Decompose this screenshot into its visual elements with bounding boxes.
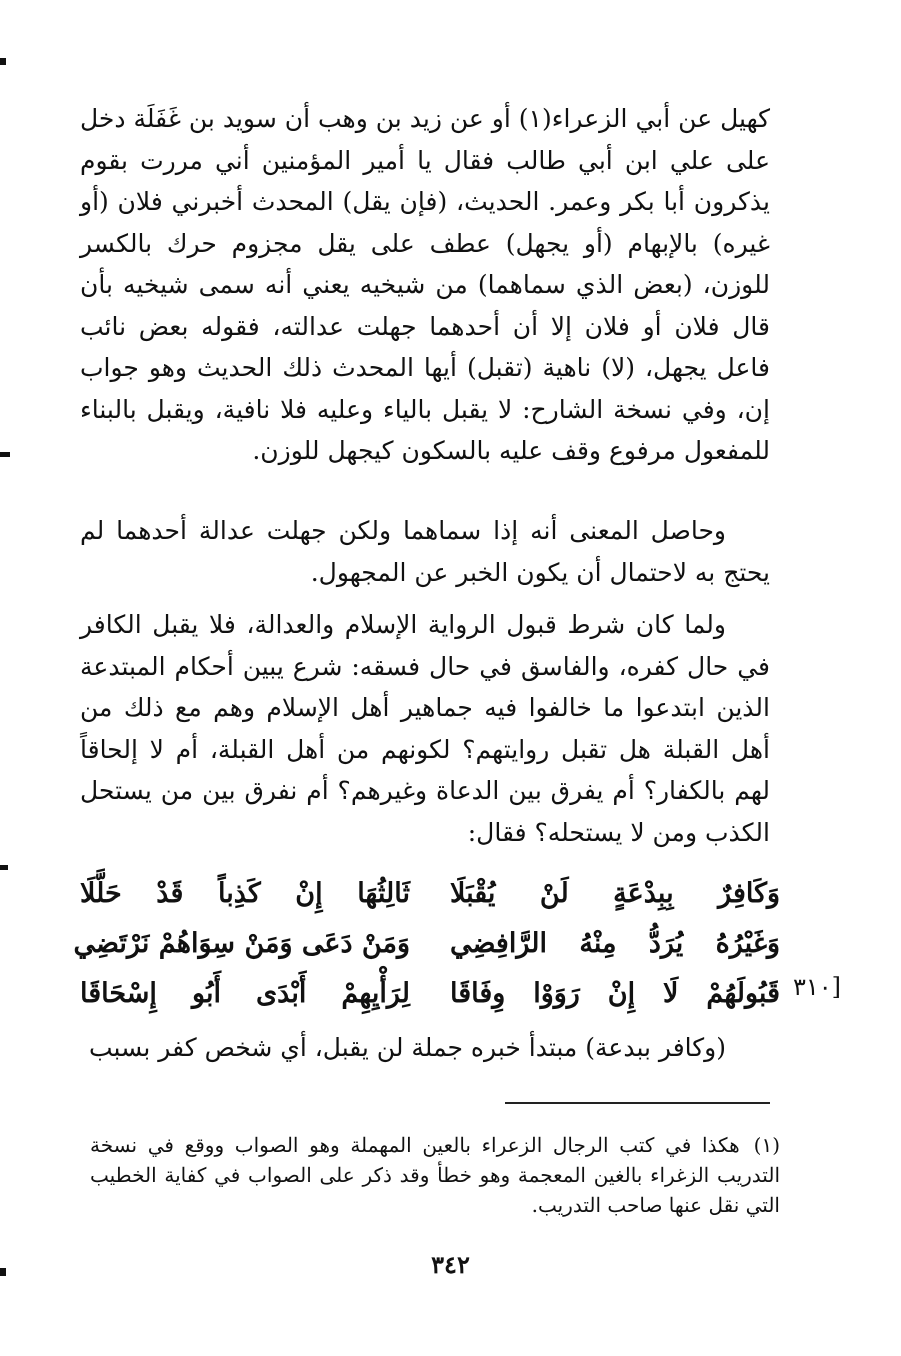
- verse-number: [٣١٠: [793, 973, 842, 1001]
- hemistich-left: وَمَنْ دَعَى وَمَنْ سِوَاهُمْ نَرْتَضِي: [73, 927, 410, 959]
- poem-line-1: [80, 868, 780, 918]
- page-number: ٣٤٢: [431, 1250, 470, 1279]
- margin-mark: [0, 1268, 6, 1276]
- poem-line-2: [73, 918, 780, 968]
- footnote-text: هكذا في كتب الرجال الزعراء بالعين المهملة وهو الصواب ووقع في نسخة التدريب الزغراء بالغين المعجمة وهو خطأ وقد ذكر على الصواب في كفاية الخطيب التي نقل عنها صاحب التدريب.: [90, 1133, 780, 1217]
- margin-mark: [0, 452, 10, 457]
- paragraph-commentary-3: ولما كان شرط قبول الرواية الإسلام والعدالة، فلا يقبل الكافر في حال كفره، والفاسق في حال فسقه: شرع يبين أحكام المبتدعة الذين ابتدعوا ما خالفوا فيه جماهير أهل الإسلام وهم مع ذلك من أهل القبلة هل تقبل روايتهم؟ لكونهم من أهل القبلة، أم لا إلحاقاً لهم بالكفار؟ أم يفرق بين الدعاة وغيرهم؟ أم نفرق بين من يستحل الكذب ومن لا يستحله؟ فقال:: [80, 610, 770, 847]
- margin-mark: [0, 865, 8, 870]
- paragraph-commentary-2: وحاصل المعنى أنه إذا سماهما ولكن جهلت عدالة أحدهما لم يحتج به لاحتمال أن يكون الخبر عن المجهول.: [80, 516, 770, 587]
- hemistich-left: لِرَأْيِهِمْ أَبْدَى أَبُو إِسْحَاقَا: [80, 977, 410, 1009]
- footnote: [90, 1130, 780, 1220]
- hemistich-left: ثَالِثُهَا إِنْ كَذِباً قَدْ حَلَّلَا: [80, 877, 410, 909]
- footnote-number: (١): [753, 1133, 780, 1157]
- hemistich-right: وَغَيْرُهُ يُرَدُّ مِنْهُ الرَّافِضِي: [450, 927, 780, 959]
- poem-line-3: [80, 968, 780, 1018]
- paragraph-commentary-1: كهيل عن أبي الزعراء(١) أو عن زيد بن وهب أن سويد بن غَفَلَة دخل على علي ابن أبي طالب فقال يا أمير المؤمنين أني مررت بقوم يذكرون أبا بكر وعمر. الحديث، (فإن يقل) المحدث أخبرني فلان (أو غيره) بالإبهام (أو يجهل) عطف على يقل مجزوم حرك بالكسر للوزن، (بعض الذي سماهما) من شيخيه يعني أنه سمى شيخيه بأن قال فلان أو فلان إلا أن أحدهما جهلت عدالته، فقوله بعض نائب فاعل يجهل، (لا) ناهية (تقبل) أيها المحدث ذلك الحديث وهو جواب إن، وفي نسخة الشارح: لا يقبل بالياء وعليه فلا نافية، ويقبل بالبناء للمفعول مرفوع وقف عليه بالسكون كيجهل للوزن.: [80, 104, 770, 465]
- footnote-separator: [505, 1102, 770, 1104]
- poem-verses: [73, 868, 780, 1018]
- paragraph-commentary-4: (وكافر ببدعة) مبتدأ خبره جملة لن يقبل، أي شخص كفر بسبب: [89, 1033, 726, 1062]
- hemistich-right: وَكَافِرٌ بِبِدْعَةٍ لَنْ يُقْبَلَا: [450, 877, 780, 909]
- margin-mark: [0, 58, 6, 65]
- hemistich-right: قَبُولَهُمْ لَا إِنْ رَوَوْا وِفَاقَا: [450, 977, 780, 1009]
